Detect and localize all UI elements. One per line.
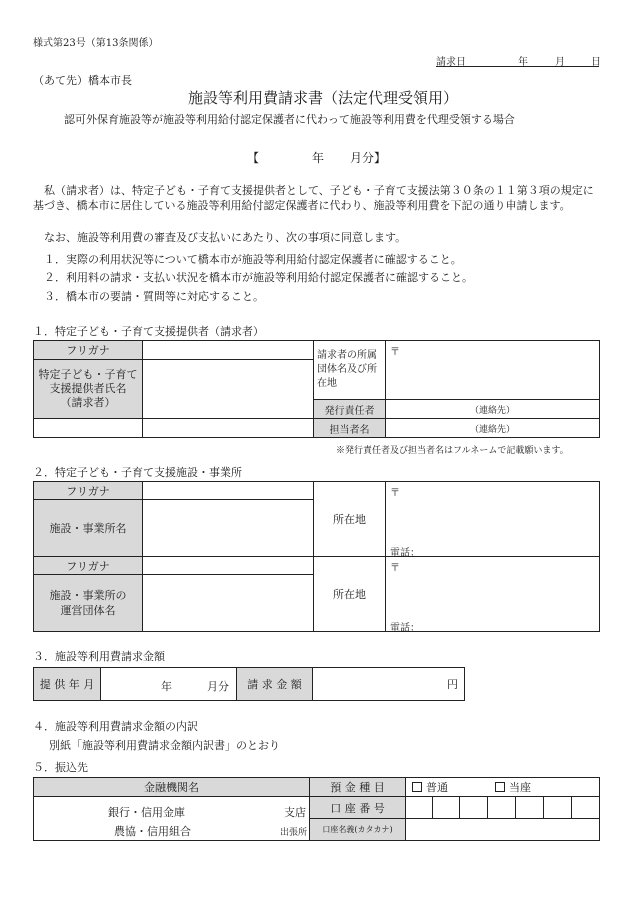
- org-address-field[interactable]: [386, 341, 600, 400]
- ordinary-option[interactable]: 普通: [412, 781, 448, 794]
- account-digit[interactable]: [488, 797, 516, 819]
- facility-address-field[interactable]: [386, 482, 600, 557]
- account-digit[interactable]: [433, 797, 460, 819]
- claim-date-label: 請求日: [436, 57, 466, 68]
- postal-mark: 〒: [390, 488, 400, 499]
- provide-month-label: 提 供 年 月: [34, 668, 101, 701]
- period-open: 【: [247, 151, 260, 165]
- amount-label: 請 求 金 額: [237, 668, 313, 701]
- provider-blank: [34, 419, 143, 438]
- breakdown-reference: 別紙「施設等利用費請求金額内訳書」のとおり: [49, 739, 280, 752]
- period-month: 月分】: [350, 151, 387, 165]
- deposit-type-label: 預 金 種 目: [310, 778, 406, 797]
- postal-mark: 〒: [390, 563, 400, 574]
- account-digit[interactable]: [516, 797, 544, 819]
- provider-name-label: 特定子ども・子育て 支援提供者氏名 （請求者）: [34, 360, 143, 419]
- yen-unit: 円: [447, 678, 458, 691]
- amount-field[interactable]: [313, 668, 465, 701]
- claim-date-day: 日: [591, 57, 601, 68]
- bank-name-field[interactable]: [34, 797, 310, 841]
- checkbox[interactable]: [412, 782, 422, 792]
- deposit-type-field: [406, 778, 600, 797]
- operator-furigana-field[interactable]: [143, 557, 314, 575]
- provide-month-unit: 月分: [207, 680, 229, 693]
- account-digit[interactable]: [406, 797, 433, 819]
- period-year: 年: [312, 151, 325, 165]
- consent-item: ２．利用料の請求・支払い状況を橋本市が施設等利用給付認定保護者に確認すること。: [44, 271, 473, 284]
- issuer-label: 発行責任者: [314, 400, 386, 419]
- page-subtitle: 認可外保育施設等が施設等利用給付認定保護者に代わって施設等利用費を代理受領する場合: [64, 113, 515, 126]
- org-label: 請求者の所属 団体名及び所 在地: [314, 341, 386, 400]
- consent-item: １．実際の利用状況等について橋本市が施設等利用給付認定保護者に確認すること。: [44, 253, 462, 266]
- postal-mark: 〒: [390, 347, 400, 358]
- section2-heading: ２．特定子ども・子育て支援施設・事業所: [33, 466, 242, 479]
- facility-name-label: 施設・事業所名: [34, 500, 143, 557]
- facility-name-field[interactable]: [143, 500, 314, 557]
- operator-name-label: 施設・事業所の 運営団体名: [34, 575, 143, 632]
- current-option[interactable]: 当座: [495, 781, 531, 794]
- coop-types: 農協・信用組合: [114, 825, 191, 838]
- issuer-contact-field[interactable]: （連絡先）: [386, 400, 600, 419]
- phone-label: 電話：: [390, 623, 420, 634]
- claim-date-line[interactable]: [436, 53, 599, 67]
- form-number: 様式第23号（第13条関係）: [33, 38, 159, 49]
- consent-item: ３．橋本市の要請・質問等に対応すること。: [44, 290, 264, 303]
- phone-label: 電話：: [390, 548, 420, 559]
- section4-heading: ４．施設等利用費請求金額の内訳: [33, 720, 198, 733]
- checkbox[interactable]: [495, 782, 505, 792]
- office-unit: 出張所: [280, 828, 308, 838]
- consent-text: なお、施設等利用費の審査及び支払いにあたり、次の事項に同意します。: [44, 231, 407, 244]
- facility-location-label: 所在地: [314, 482, 386, 557]
- section1-heading: １．特定子ども・子育て支援提供者（請求者）: [33, 325, 264, 338]
- amount-table: [33, 667, 465, 701]
- facility-furigana-label: フリガナ: [34, 482, 143, 500]
- provide-month-field[interactable]: [101, 668, 237, 701]
- operator-furigana-label: フリガナ: [34, 557, 143, 575]
- provider-name-field[interactable]: [143, 360, 314, 419]
- account-digit[interactable]: [572, 797, 600, 819]
- staff-contact-field[interactable]: （連絡先）: [386, 419, 600, 438]
- provider-furigana-field[interactable]: [143, 341, 314, 360]
- account-number-label: 口 座 番 号: [310, 797, 406, 819]
- bank-table: [33, 777, 600, 841]
- page-title: 施設等利用費請求書（法定代理受領用）: [188, 89, 459, 107]
- account-name-field[interactable]: [406, 819, 600, 841]
- addressee: （あて先）橋本市長: [33, 74, 132, 87]
- bank-name-header: 金融機関名: [34, 778, 310, 797]
- operator-location-label: 所在地: [314, 557, 386, 632]
- operator-address-field[interactable]: [386, 557, 600, 632]
- staff-label: 担当者名: [314, 419, 386, 438]
- branch-unit: 支店: [284, 806, 306, 819]
- section3-heading: ３．施設等利用費請求金額: [33, 650, 165, 663]
- operator-name-field[interactable]: [143, 575, 314, 632]
- facility-furigana-field[interactable]: [143, 482, 314, 500]
- claim-date-year: 年: [518, 57, 528, 68]
- section5-heading: ５．振込先: [33, 761, 88, 774]
- intro-paragraph: 私（請求者）は、特定子ども・子育て支援提供者として、子ども・子育て支援法第３０条の１１第３項の規定に基づき、橋本市に居住している施設等利用給付認定保護者に代わり、施設等利用費を下記の通り申請します。: [33, 184, 594, 212]
- facility-table: [33, 481, 600, 632]
- provider-table: [33, 340, 600, 438]
- furigana-label: フリガナ: [34, 341, 143, 360]
- fullname-note: ※発行責任者及び担当者名はフルネームで記載願います。: [336, 446, 569, 456]
- provide-year-unit: 年: [161, 680, 172, 693]
- account-name-label: 口座名義(カタカナ): [310, 819, 406, 841]
- bank-types: 銀行・信用金庫: [108, 806, 185, 819]
- account-digit[interactable]: [544, 797, 572, 819]
- claim-date-month: 月: [555, 57, 565, 68]
- account-digit[interactable]: [460, 797, 488, 819]
